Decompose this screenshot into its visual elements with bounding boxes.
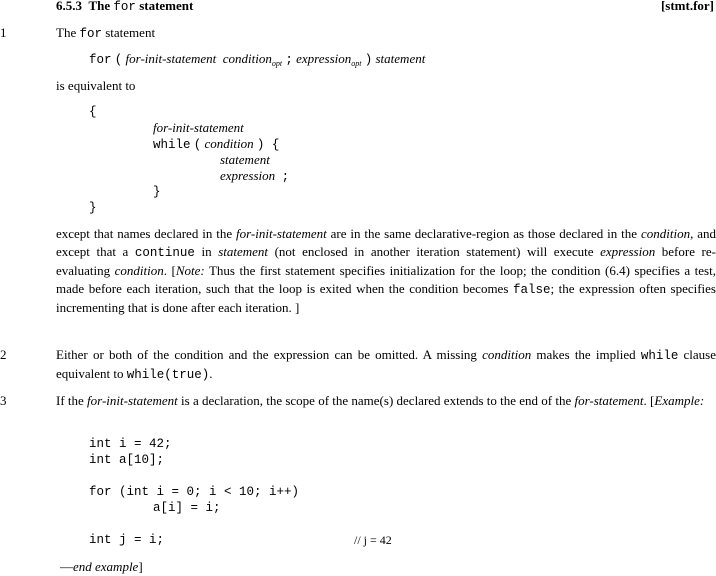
- end-bracket: ]: [138, 559, 143, 574]
- text-run: . [: [163, 263, 176, 278]
- text-run: clause equivalent to: [56, 347, 716, 381]
- code-line: int a[10];: [89, 453, 165, 467]
- block-inner-close: }: [153, 185, 161, 199]
- code-run: continue: [134, 246, 195, 260]
- syntax-expression: expression: [296, 51, 352, 66]
- block-while-keyword: while: [153, 138, 191, 152]
- p2-paragraph: [56, 346, 716, 384]
- block-init: for-init-statement: [153, 120, 244, 135]
- syntax-expr-sub: opt: [351, 59, 362, 68]
- code-comment: // j = 42: [354, 533, 392, 547]
- section-title-post: statement: [135, 0, 194, 13]
- text-run: , and except that a: [56, 226, 716, 259]
- end-example-text: end example: [73, 559, 139, 574]
- syntax-init: for-init-statement: [125, 51, 217, 66]
- italic-run: condition: [640, 226, 691, 241]
- code-line: int i = 42;: [89, 437, 172, 451]
- section-heading: [56, 0, 193, 16]
- section-number: 6.5.3: [56, 0, 82, 13]
- syntax-for-keyword: for: [89, 53, 112, 67]
- text-run: ; the expression often specifies incrementing that is done after each iteration. ]: [56, 281, 716, 315]
- code-run: while: [640, 349, 679, 363]
- paragraph-number: 1: [0, 25, 7, 40]
- section-title-code: for: [113, 0, 136, 14]
- text-run: makes the implied: [531, 347, 641, 362]
- syntax-cond-sub: opt: [271, 59, 283, 68]
- block-expression-line: [220, 167, 289, 186]
- section-title-pre: The: [88, 0, 114, 13]
- text-run: . [: [643, 393, 655, 408]
- p1-except-paragraph: [56, 225, 716, 317]
- text-run: before re-evaluating: [56, 244, 716, 278]
- block-condition: condition: [204, 136, 254, 151]
- for-syntax: [89, 50, 425, 73]
- syntax-condition: condition: [222, 51, 272, 66]
- syntax-close-paren: ): [364, 53, 373, 67]
- code-run: while(true): [126, 368, 210, 382]
- italic-run: expression: [600, 244, 656, 259]
- block-semicolon: ;: [281, 170, 290, 184]
- section-tag: [stmt.for]: [660, 0, 714, 13]
- syntax-open-paren: (: [114, 53, 123, 67]
- paragraph-number: 2: [0, 347, 7, 362]
- end-dash: —: [60, 559, 73, 574]
- italic-run: Note:: [175, 263, 205, 278]
- italic-run: statement: [218, 244, 269, 259]
- italic-run: condition: [114, 263, 164, 278]
- syntax-statement: statement: [375, 51, 426, 66]
- text-run: is a declaration, the scope of the name(s) declared extends to the end of the: [177, 393, 575, 408]
- text-run: Either or both of the condition and the expression can be omitted. A missing: [56, 347, 483, 362]
- text-run: If the: [56, 393, 88, 408]
- text-run: are in the same declarative-region as those declared in the: [326, 226, 641, 241]
- block-paren-open: (: [193, 138, 202, 152]
- paragraph-number: 3: [0, 393, 7, 408]
- code-line: a[i] = i;: [153, 501, 221, 515]
- block-outer-close: }: [89, 201, 97, 215]
- italic-run: for-statement: [574, 393, 644, 408]
- p1-intro-text: The: [56, 25, 80, 40]
- text-run: (not enclosed in another iteration statement) will execute: [268, 244, 601, 259]
- block-statement: statement: [220, 152, 270, 167]
- text-run: .: [209, 366, 213, 381]
- equiv-text: is equivalent to: [56, 78, 136, 93]
- p1-intro-text-end: statement: [101, 25, 156, 40]
- italic-run: Example:: [654, 393, 705, 408]
- text-run: Thus the first statement specifies initialization for the loop; the condition (6.4) specifies a test, made before each iteration, such that the loop is exited when the condition becomes: [56, 263, 716, 296]
- block-paren-close: ) {: [256, 138, 280, 152]
- block-expression: expression: [220, 168, 276, 183]
- syntax-semicolon: ;: [285, 53, 293, 67]
- italic-run: for-init-statement: [236, 226, 327, 241]
- block-open-brace: {: [89, 105, 97, 119]
- p1-intro: [56, 24, 155, 43]
- italic-run: condition: [482, 347, 532, 362]
- code-line: for (int i = 0; i < 10; i++): [89, 485, 300, 499]
- text-run: except that names declared in the: [56, 226, 236, 241]
- italic-run: for-init-statement: [87, 393, 178, 408]
- p3-paragraph: [56, 392, 716, 410]
- text-run: in: [194, 244, 219, 259]
- p1-intro-code: for: [79, 27, 102, 41]
- code-run: false: [512, 283, 551, 297]
- end-example: [60, 558, 143, 576]
- code-line: int j = i;: [89, 533, 165, 547]
